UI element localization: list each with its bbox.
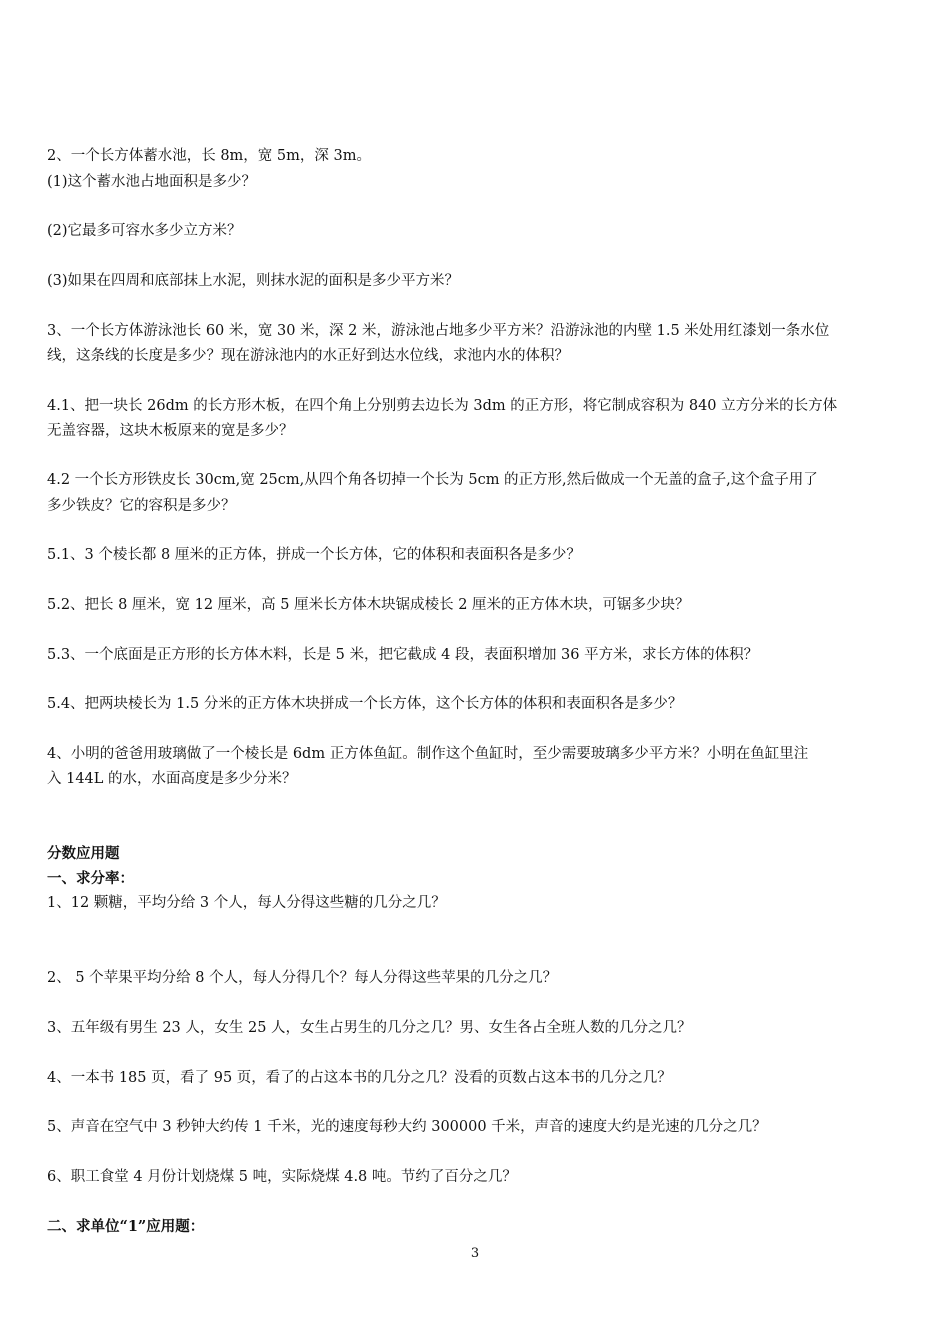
problem-2-title: 2、一个长方体蓄水池，长 8m，宽 5m，深 3m。 [47,148,371,164]
problem-4-fishtank-line1: 4、小明的爸爸用玻璃做了一个棱长是 6dm 正方体鱼缸。制作这个鱼缸时，至少需要玻璃多少平方米？小明在鱼缸里注 [47,746,809,762]
section-heading: 分数应用题 [47,845,120,862]
fraction-problem-1: 1、12 颗糖，平均分给 3 个人，每人分得这些糖的几分之几？ [47,895,446,911]
fraction-problem-5: 5、声音在空气中 3 秒钟大约传 1 千米，光的速度每秒大约 300000 千米，声音的速度大约是光速的几分之几？ [47,1119,767,1135]
subsection-heading-2: 二、求单位“1”应用题： [47,1218,205,1235]
problem-5-4: 5.4、把两块棱长为 1.5 分米的正方体木块拼成一个长方体，这个长方体的体积和表面积各是多少？ [47,696,683,712]
fraction-problem-4: 4、一本书 185 页，看了 95 页，看了的占这本书的几分之几？没看的页数占这本书的几分之几？ [47,1070,672,1086]
problem-4-2-line1: 4.2 一个长方形铁皮长 30cm,宽 25cm,从四个角各切掉一个长为 5cm 的正方形,然后做成一个无盖的盒子,这个盒子用了 [47,472,818,488]
problem-2-q1: (1)这个蓄水池占地面积是多少？ [47,174,257,190]
problem-3-line1: 3、一个长方体游泳池长 60 米，宽 30 米，深 2 米，游泳池占地多少平方米？沿游泳池的内壁 1.5 米处用红漆划一条水位 [47,323,830,339]
problem-5-1: 5.1、3 个棱长都 8 厘米的正方体，拼成一个长方体，它的体积和表面积各是多少？ [47,547,581,563]
problem-4-1-line2: 无盖容器，这块木板原来的宽是多少？ [47,423,294,439]
problem-5-3: 5.3、一个底面是正方形的长方体木料，长是 5 米，把它截成 4 段，表面积增加 36 平方米，求长方体的体积？ [47,647,759,663]
fraction-problem-2: 2、 5 个苹果平均分给 8 个人，每人分得几个？每人分得这些苹果的几分之几？ [47,970,558,986]
problem-2-q2: (2)它最多可容水多少立方米？ [47,223,242,239]
problem-4-1-line1: 4.1、把一块长 26dm 的长方形木板，在四个角上分别剪去边长为 3dm 的正方形，将它制成容积为 840 立方分米的长方体 [47,398,838,414]
fraction-problem-3: 3、五年级有男生 23 人，女生 25 人，女生占男生的几分之几？男、女生各占全班人数的几分之几？ [47,1020,692,1036]
problem-4-fishtank-line2: 入 144L 的水，水面高度是多少分米？ [47,771,297,787]
page-number: 3 [470,1246,480,1261]
problem-2-q3: (3)如果在四周和底部抹上水泥，则抹水泥的面积是多少平方米？ [47,273,460,289]
fraction-problem-6: 6、职工食堂 4 月份计划烧煤 5 吨，实际烧煤 4.8 吨。节约了百分之几？ [47,1169,517,1185]
problem-3-line2: 线，这条线的长度是多少？现在游泳池内的水正好到达水位线，求池内水的体积？ [47,348,569,364]
problem-4-2-line2: 多少铁皮？它的容积是多少？ [47,498,236,514]
problem-5-2: 5.2、把长 8 厘米，宽 12 厘米，高 5 厘米长方体木块锯成棱长 2 厘米的正方体木块，可锯多少块？ [47,597,690,613]
subsection-heading-1: 一、求分率： [47,870,134,887]
